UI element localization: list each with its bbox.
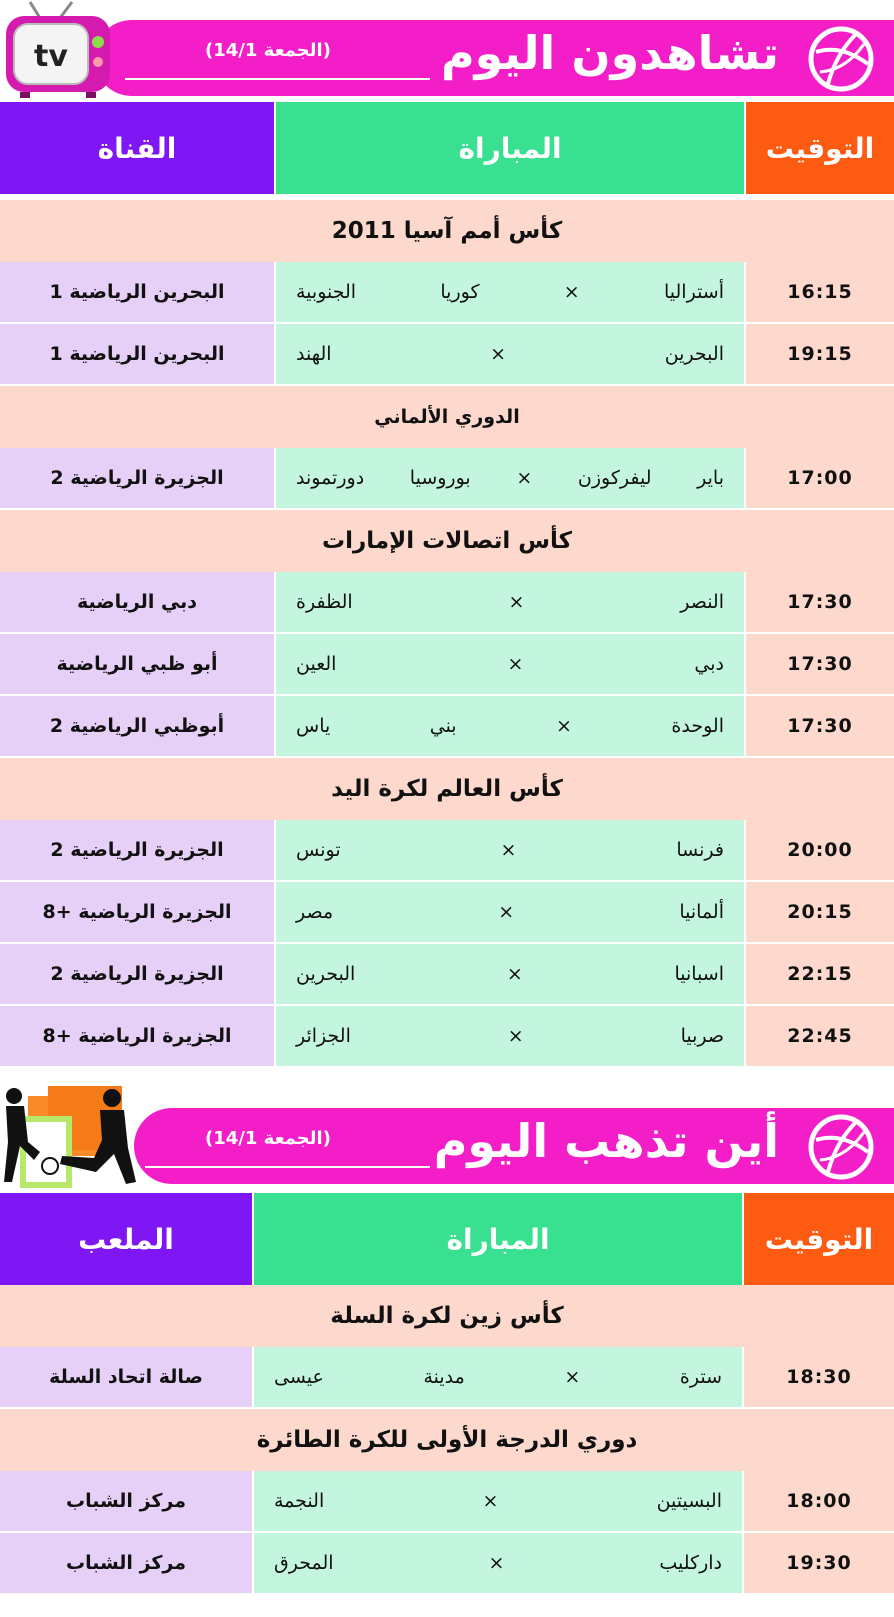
section1-banner — [0, 0, 894, 100]
channel-cell: الجزيرة الرياضية +8 — [0, 882, 274, 942]
time-cell: 20:00 — [746, 820, 894, 880]
table-row — [0, 1533, 894, 1595]
header-venue: الملعب — [0, 1193, 252, 1285]
channel-cell: أبو ظبي الرياضية — [0, 634, 274, 694]
match-cell — [276, 324, 744, 384]
time-cell: 17:30 — [746, 696, 894, 756]
match-text: أستراليا × كوريا الجنوبية — [296, 281, 724, 303]
header-time: التوقيت — [746, 102, 894, 194]
time-cell: 16:15 — [746, 262, 894, 322]
section1-date: (الجمعة 14/1) — [205, 40, 331, 61]
match-cell — [254, 1471, 742, 1531]
group-title: كأس العالم لكرة اليد — [0, 758, 894, 820]
svg-text:tv: tv — [34, 39, 68, 74]
time-cell: 22:15 — [746, 944, 894, 1004]
match-text: ألمانيا × مصر — [296, 901, 724, 923]
banner-underline — [125, 78, 430, 80]
match-text: سترة × مدينة عيسى — [274, 1366, 722, 1388]
table-row — [0, 262, 894, 324]
table-row — [0, 1006, 894, 1068]
time-cell: 17:00 — [746, 448, 894, 508]
match-cell — [276, 448, 744, 508]
header-time: التوقيت — [744, 1193, 894, 1285]
match-text: البحرين × الهند — [296, 343, 724, 365]
match-text: الوحدة × بني ياس — [296, 715, 724, 737]
table-row — [0, 572, 894, 634]
time-cell: 18:30 — [744, 1347, 894, 1407]
match-text: صربيا × الجزائر — [296, 1025, 724, 1047]
match-cell — [276, 882, 744, 942]
group-title: الدوري الألماني — [0, 386, 894, 448]
banner-underline — [145, 1166, 430, 1168]
time-cell: 20:15 — [746, 882, 894, 942]
header-match: المباراة — [254, 1193, 742, 1285]
table-row — [0, 1347, 894, 1409]
ball-icon — [806, 1112, 876, 1182]
football-players-icon — [0, 1082, 140, 1192]
match-text: دبي × العين — [296, 653, 724, 675]
section2-date: (الجمعة 14/1) — [205, 1128, 331, 1149]
time-cell: 17:30 — [746, 634, 894, 694]
table-row — [0, 324, 894, 386]
header-match: المباراة — [276, 102, 744, 194]
match-cell — [276, 820, 744, 880]
time-cell: 19:15 — [746, 324, 894, 384]
match-text: داركليب × المحرق — [274, 1552, 722, 1574]
match-cell — [254, 1347, 742, 1407]
channel-cell: دبي الرياضية — [0, 572, 274, 632]
table-row — [0, 448, 894, 510]
channel-cell: البحرين الرياضية 1 — [0, 262, 274, 322]
venue-cell: مركز الشباب — [0, 1471, 252, 1531]
group-title: كأس أمم آسيا 2011 — [0, 200, 894, 262]
channel-cell: الجزيرة الرياضية 2 — [0, 448, 274, 508]
match-cell — [276, 944, 744, 1004]
venue-cell: صالة اتحاد السلة — [0, 1347, 252, 1407]
time-cell: 18:00 — [744, 1471, 894, 1531]
time-cell: 22:45 — [746, 1006, 894, 1066]
tv-icon — [0, 0, 118, 100]
match-text: فرنسا × تونس — [296, 839, 724, 861]
match-text: النصر × الظفرة — [296, 591, 724, 613]
table-row — [0, 820, 894, 882]
time-cell: 19:30 — [744, 1533, 894, 1593]
match-cell — [254, 1533, 742, 1593]
channel-cell: الجزيرة الرياضية 2 — [0, 820, 274, 880]
channel-cell: أبوظبي الرياضية 2 — [0, 696, 274, 756]
table-row — [0, 1471, 894, 1533]
section2-title: أين تذهب اليوم — [433, 1114, 779, 1168]
group-title: دوري الدرجة الأولى للكرة الطائرة — [0, 1409, 894, 1471]
channel-cell: البحرين الرياضية 1 — [0, 324, 274, 384]
match-cell — [276, 572, 744, 632]
match-text: اسبانيا × البحرين — [296, 963, 724, 985]
table-row — [0, 882, 894, 944]
table-row — [0, 696, 894, 758]
match-cell — [276, 1006, 744, 1066]
channel-cell: الجزيرة الرياضية +8 — [0, 1006, 274, 1066]
time-cell: 17:30 — [746, 572, 894, 632]
match-text: البسيتين × النجمة — [274, 1490, 722, 1512]
match-cell — [276, 696, 744, 756]
table-row — [0, 634, 894, 696]
channel-cell: الجزيرة الرياضية 2 — [0, 944, 274, 1004]
match-cell — [276, 262, 744, 322]
group-title: كأس اتصالات الإمارات — [0, 510, 894, 572]
group-title: كأس زين لكرة السلة — [0, 1285, 894, 1347]
match-text: باير ليفركوزن × بوروسيا دورتموند — [296, 467, 724, 489]
match-cell — [276, 634, 744, 694]
venue-cell: مركز الشباب — [0, 1533, 252, 1593]
header-channel: القناة — [0, 102, 274, 194]
ball-icon — [806, 24, 876, 94]
table-row — [0, 944, 894, 1006]
section1-title: تشاهدون اليوم — [440, 26, 779, 80]
section2-table — [0, 1193, 894, 1617]
section1-table — [0, 102, 894, 1062]
